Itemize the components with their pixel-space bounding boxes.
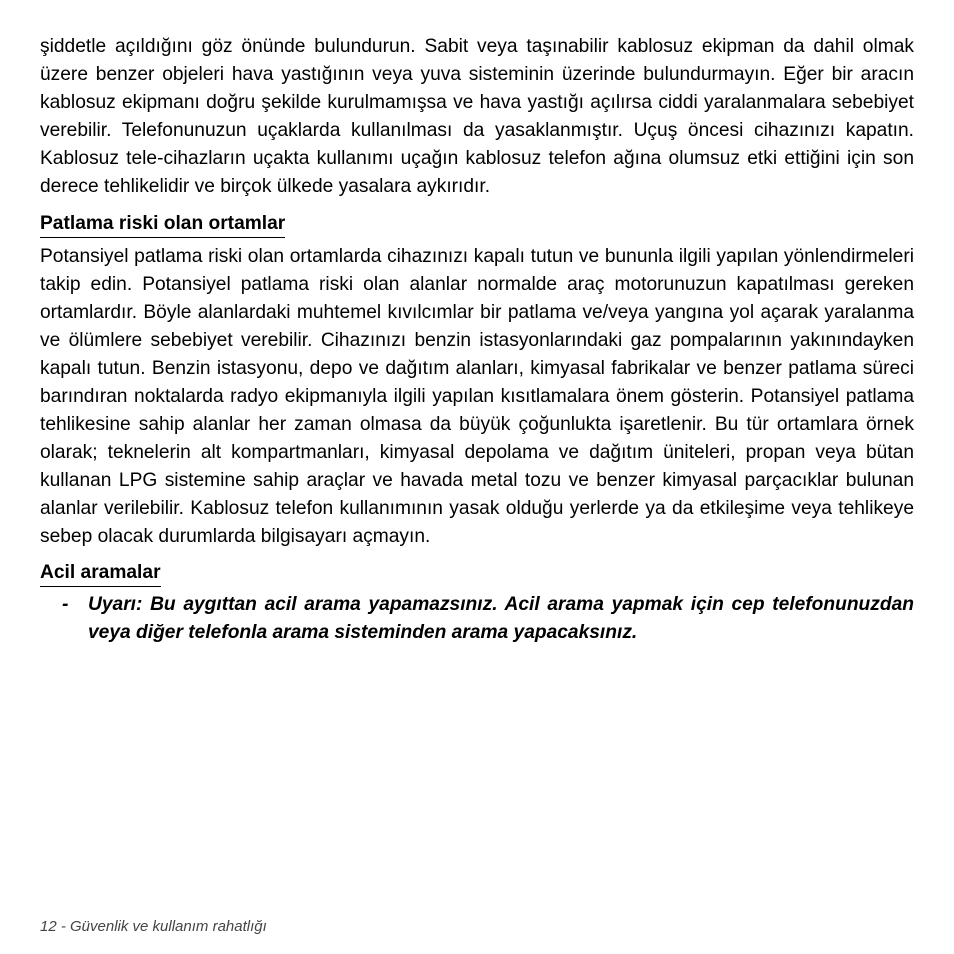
explosive-heading-wrap	[40, 212, 914, 238]
page-footer: 12 - Güvenlik ve kullanım rahatlığı	[40, 918, 267, 935]
emergency-heading-wrap	[40, 561, 914, 587]
section-heading-explosive: Patlama riski olan ortamlar	[40, 212, 285, 238]
intro-paragraph: şiddetle açıldığını göz önünde bulundurun. Sabit veya taşınabilir kablosuz ekipman da dahil olmak üzere benzer objeleri hava yastığının veya yuva sisteminin üzerinde bulundurmayın. Eğer bir aracın kablosuz ekipmanı doğru şekilde kurulmamışsa ve hava yastığı açılırsa ciddi yaralanmalara sebebiyet verebilir. Telefonunuzun uçaklarda kullanılması da yasaklanmıştır. Uçuş öncesi cihazınızı kapatın. Kablosuz tele-cihazların uçakta kullanımı uçağın kablosuz telefon ağına olumsuz etki ettiğini için son derece tehlikelidir ve birçok ülkede yasalara aykırıdır.	[40, 36, 914, 197]
document-page	[40, 33, 914, 647]
warning-text: Uyarı: Bu aygıttan acil arama yapamazsınız. Acil arama yapmak için cep telefonunuzdan veya diğer telefonla arama sisteminden arama yapacaksınız.	[88, 594, 914, 643]
warning-item	[62, 591, 914, 647]
section-heading-emergency: Acil aramalar	[40, 561, 161, 587]
explosive-paragraph: Potansiyel patlama riski olan ortamlarda cihazınızı kapalı tutun ve bununla ilgili yapılan yönlendirmeleri takip edin. Potansiyel patlama riski olan alanlar normalde araç motorunuzun kapatılması gereken ortamlardır. Böyle alanlardaki muhtemel kıvılcımlar bir patlama ve/veya yangına yol açarak yaralanma ve ölümlere sebebiyet verebilir. Cihazınızı benzin istasyonlarındaki gaz pompalarının yakınındayken kapalı tutun. Benzin istasyonu, depo ve dağıtım alanları, kimyasal fabrikalar ve benzer patlama süreci barındıran noktalarda radyo ekipmanıyla ilgili yapılan kısıtlamalara önem gösterin. Potansiyel patlama tehlikesine sahip alanlar her zaman olmasa da büyük çoğunlukta işaretlenir. Bu tür ortamlara örnek olarak; teknelerin alt kompartmanları, kimyasal depolama ve dağıtım üniteleri, propan veya bütan kullanan LPG sistemine sahip araçlar ve havada metal tozu ve benzer kimyasal parçacıklar bulunan alanlar verilebilir. Kablosuz telefon kullanımının yasak olduğu yerlerde ya da etkileşime veya tehlikeye sebep olacak durumlarda bilgisayarı açmayın.	[40, 246, 914, 547]
warning-dash: -	[62, 594, 69, 615]
